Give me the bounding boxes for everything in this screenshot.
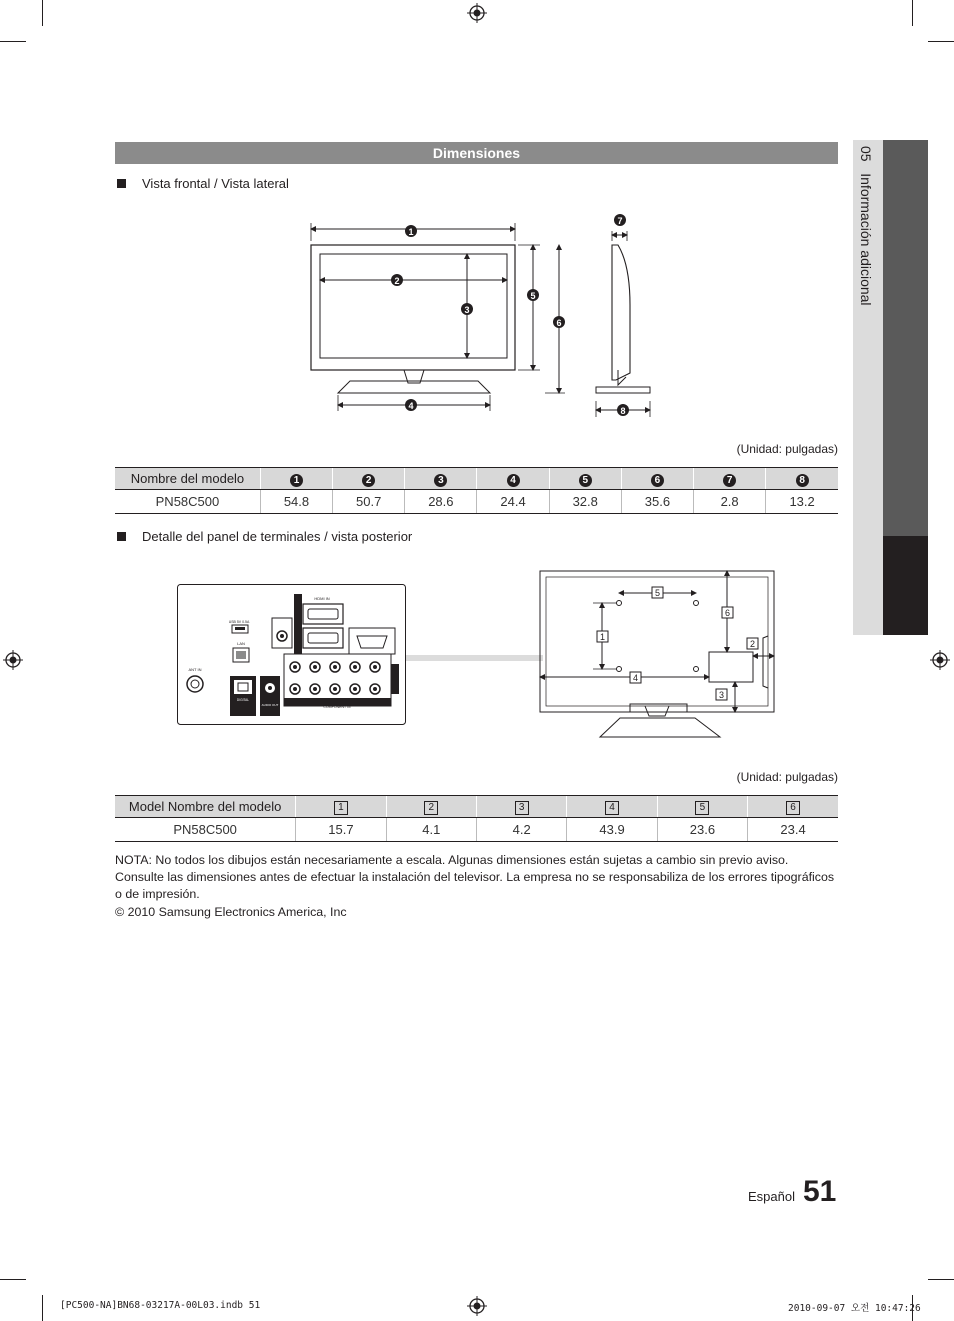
optical-label: DIGITAL [236,698,250,702]
dimension-number-badge: 6 [651,474,664,487]
front-side-view-label: Vista frontal / Vista lateral [142,176,289,191]
svg-text:4: 4 [408,401,414,411]
terminal-panel-label: Detalle del panel de terminales / vista posterior [142,529,413,544]
table-header-cell [621,468,693,490]
registration-mark-icon [467,3,487,23]
svg-text:7: 7 [617,216,623,226]
bullet-icon [117,532,126,541]
table-cell: 13.2 [766,490,838,514]
table-header-cell [296,796,386,818]
disclaimer-note: NOTA: No todos los dibujos están necesariamente a escala. Algunas dimensiones están sujetas a cambio sin previo aviso. Consulte las dimensiones antes de efectuar la instalación del televisor. La empresa no se responsabiliza de los errores tipográficos o de impresión. [115,853,835,901]
table-cell: 50.7 [333,490,405,514]
table-header-cell [694,468,766,490]
table-cell: 4.2 [477,818,567,842]
table-header-cell [766,468,838,490]
table-header-cell [386,796,476,818]
section-title: Dimensiones [115,142,838,164]
dimension-number-badge: 4 [507,474,520,487]
table-cell: PN58C500 [115,490,260,514]
dimension-number-badge: 1 [334,801,348,815]
dimension-number-badge: 8 [796,474,809,487]
svg-text:2: 2 [749,639,756,649]
print-file-info: [PC500-NA]BN68-03217A-00L03.indb 51 [60,1300,261,1311]
table-header-cell [477,468,549,490]
chapter-tab-marker [883,536,928,635]
dimension-number-badge: 4 [605,801,619,815]
table-header-cell [748,796,838,818]
svg-text:1: 1 [408,227,414,237]
crop-mark [42,0,43,26]
unit-label: (Unidad: pulgadas) [736,770,838,784]
audio-out-label: AUDIO OUT [261,703,279,707]
dimension-number-badge: 3 [434,474,447,487]
dimension-table-front [115,467,838,514]
dimension-number-badge: 1 [290,474,303,487]
usb-label: USB 5V 0.5A [228,620,250,624]
svg-text:3: 3 [718,690,725,700]
component-in-label: COMPONENT IN [323,705,351,709]
table-cell: 35.6 [621,490,693,514]
crop-mark [42,1295,43,1321]
registration-mark-icon [930,650,950,670]
svg-text:8: 8 [620,406,626,416]
svg-text:2: 2 [394,276,400,286]
callout-connector [405,655,543,661]
table-header-cell [405,468,477,490]
dimension-table-rear [115,795,838,842]
print-timestamp: 2010-09-07 오전 10:47:26 [788,1303,921,1314]
table-cell: 54.8 [260,490,332,514]
front-side-view-heading [117,176,289,191]
chapter-number: 05 [858,146,874,162]
lan-label: LAN [237,641,245,646]
dimension-number-badge: 2 [362,474,375,487]
rear-view-diagram [535,566,780,741]
terminal-panel-heading [117,529,412,544]
table-cell: 2.8 [694,490,766,514]
table-cell: 24.4 [477,490,549,514]
table-cell: 32.8 [549,490,621,514]
registration-mark-icon [467,1296,487,1316]
table-header-cell: Nombre del modelo [115,468,260,490]
terminal-panel-diagram [177,584,407,726]
copyright-notice: © 2010 Samsung Electronics America, Inc [115,905,347,919]
dimension-number-badge: 6 [786,801,800,815]
table-cell: 28.6 [405,490,477,514]
table-header-cell [549,468,621,490]
hdmi-in-label: HDMI IN [314,596,330,601]
svg-text:1: 1 [599,632,606,642]
table-header-cell [333,468,405,490]
front-side-view-diagram [300,205,670,430]
table-row [115,490,838,514]
table-cell: PN58C500 [115,818,296,842]
dimension-number-badge: 2 [424,801,438,815]
table-row [115,818,838,842]
table-cell: 15.7 [296,818,386,842]
svg-text:5: 5 [530,291,536,301]
table-header-cell [477,796,567,818]
table-cell: 23.4 [748,818,838,842]
svg-text:6: 6 [556,318,562,328]
dimension-number-badge: 3 [515,801,529,815]
dimension-number-badge: 5 [579,474,592,487]
table-header-cell [657,796,747,818]
crop-mark [0,41,26,42]
crop-mark [0,1279,26,1280]
table-cell: 43.9 [567,818,657,842]
crop-mark [912,0,913,26]
crop-mark [928,1279,954,1280]
ant-in-label: ANT IN [188,667,202,672]
svg-text:6: 6 [724,608,731,618]
unit-label: (Unidad: pulgadas) [736,442,838,456]
bullet-icon [117,179,126,188]
chapter-title: Información adicional [858,173,874,306]
chapter-tab-label [858,146,874,306]
table-header-cell [567,796,657,818]
page-language: Español [748,1189,795,1204]
table-header-cell: Model Nombre del modelo [115,796,296,818]
dimension-number-badge: 7 [723,474,736,487]
svg-text:4: 4 [632,673,639,683]
table-cell: 4.1 [386,818,476,842]
dimension-number-badge: 5 [695,801,709,815]
table-cell: 23.6 [657,818,747,842]
table-header-row [115,796,838,818]
page-number: 51 [803,1175,837,1208]
svg-text:3: 3 [464,305,470,315]
registration-mark-icon [3,650,23,670]
table-header-cell [260,468,332,490]
svg-text:5: 5 [654,588,661,598]
crop-mark [928,41,954,42]
table-header-row [115,468,838,490]
